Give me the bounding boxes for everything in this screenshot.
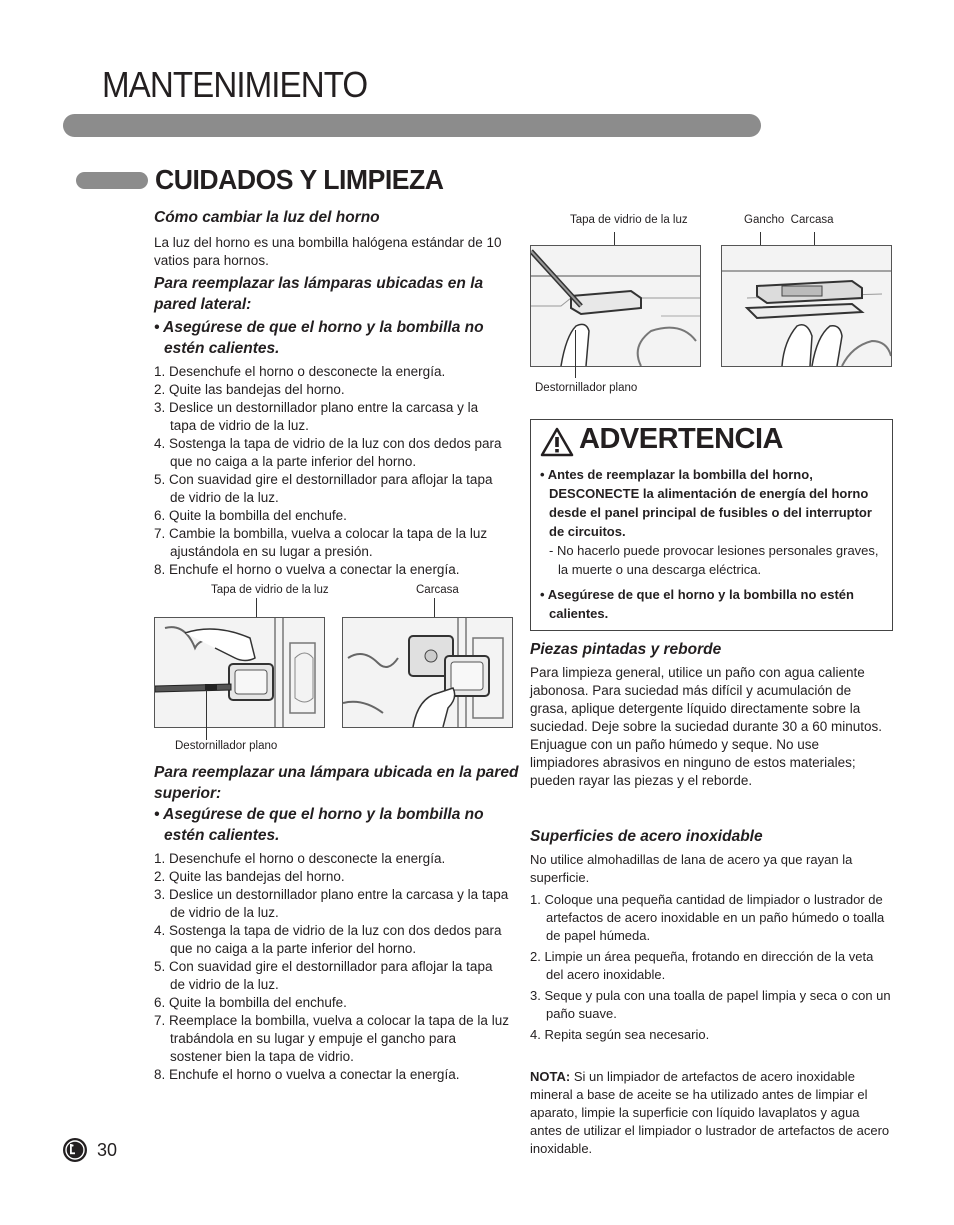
side-wall-note: • Asegúrese de que el horno y la bombilla no estén calientes. [154,319,484,357]
light-heading: Cómo cambiar la luz del horno [154,209,380,226]
list-item: 3. Seque y pula con una toalla de papel limpia y seca o con un paño suave. [530,988,891,1021]
top-wall-note: • Asegúrese de que el horno y la bombilla no estén calientes. [154,806,484,844]
top-wall-heading: Para reemplazar una lámpara ubicada en la pared superior: [154,764,519,802]
warning-list [540,465,882,623]
title-divider-bar [63,114,761,137]
list-item: • Asegúrese de que el horno y la bombilla no estén calientes. [540,587,854,621]
list-item: 2. Limpie un área pequeña, frotando en dirección de la veta del acero inoxidable. [530,949,874,982]
note-label: NOTA: [530,1069,571,1084]
steel-intro: No utilice almohadillas de lana de acero ya que rayan la superficie. [530,852,853,885]
warning-icon [540,427,574,462]
steel-heading: Superficies de acero inoxidable [530,828,763,845]
list-item: 1. Coloque una pequeña cantidad de limpiador o lustrador de artefactos de acero inoxidable en un paño húmedo o toalla de papel húmeda. [530,892,885,943]
steel-steps [530,891,892,1044]
warning-item-bold: Asegúrese de que el horno y la bombilla no estén calientes. [547,587,854,621]
fig1-label-housing: Carcasa [416,584,459,596]
warning-title: ADVERTENCIA [579,423,783,455]
page-number: 30 [97,1140,118,1160]
painted-heading: Piezas pintadas y reborde [530,641,722,658]
illustration-top-lamp-2 [721,245,892,367]
list-item: 1. Desenchufe el horno o desconecte la energía. [154,851,446,866]
lg-logo-icon [62,1137,88,1163]
list-item: 6. Quite la bombilla del enchufe. [154,995,347,1010]
list-item: 6. Quite la bombilla del enchufe. [154,508,347,523]
list-item: 4. Repita según sea necesario. [530,1027,710,1042]
list-item: 1. Desenchufe el horno o desconecte la energía. [154,364,446,379]
list-item: 2. Quite las bandejas del horno. [154,382,345,397]
warning-subitem: - No hacerlo puede provocar lesiones personales graves, la muerte o una descarga eléctrica. [549,543,879,577]
leader-line [206,690,207,740]
list-item: 7. Cambie la bombilla, vuelva a colocar la tapa de la luz ajustándola en su lugar a presión. [154,526,488,559]
section-title: CUIDADOS Y LIMPIEZA [155,164,444,195]
side-wall-steps [154,363,504,579]
fig1-label-cover: Tapa de vidrio de la luz [211,584,329,596]
warning-item-bold: Antes de reemplazar la bombilla del horno, DESCONECTE la alimentación de energía del horno desde el panel principal de fusibles o del interruptor de circuitos. [547,467,872,539]
illustration-side-lamp-2 [342,617,513,728]
list-item: 3. Deslice un destornillador plano entre la carcasa y la tapa de vidrio de la luz. [154,400,479,433]
illustration-side-lamp-1 [154,617,325,728]
list-item: • Antes de reemplazar la bombilla del horno, DESCONECTE la alimentación de energía del horno desde el panel principal de fusibles o del interruptor de circuitos. [540,467,872,539]
painted-text: Para limpieza general, utilice un paño con agua caliente jabonosa. Para suciedad más difícil y acumulación de grasa, aplique detergente líquido directamente sobre la suciedad. Deje sobre la suciedad durante 30 a 60 minutos. Enjuague con un paño húmedo y seque. No use limpiadores abrasivos en ninguno de estos materiales; pueden rayar las piezas y el reborde. [530,665,882,788]
leader-line [575,330,576,378]
warning-box [530,419,893,631]
list-item: 4. Sostenga la tapa de vidrio de la luz con dos dedos para que no caiga a la parte inferior del horno. [154,436,502,469]
fig2-label-hook-housing: Gancho Carcasa [744,214,834,226]
list-item: 4. Sostenga la tapa de vidrio de la luz con dos dedos para que no caiga a la parte inferior del horno. [154,923,502,956]
page-title: MANTENIMIENTO [102,64,368,105]
list-item: 5. Con suavidad gire el destornillador para aflojar la tapa de vidrio de la luz. [154,472,493,505]
fig1-label-screwdriver: Destornillador plano [175,740,278,752]
list-item: 8. Enchufe el horno o vuelva a conectar la energía. [154,562,460,577]
fig2-label-screwdriver: Destornillador plano [535,382,638,394]
section-marker [76,172,148,189]
light-intro: La luz del horno es una bombilla halógena estándar de 10 vatios para hornos. [154,235,502,268]
top-wall-steps [154,850,509,1084]
list-item: 5. Con suavidad gire el destornillador para aflojar la tapa de vidrio de la luz. [154,959,493,992]
fig2-label-cover: Tapa de vidrio de la luz [570,214,688,226]
list-item: 7. Reemplace la bombilla, vuelva a colocar la tapa de la luz trabándola en su lugar y empuje el gancho para sostener bien la tapa de vidrio. [154,1013,509,1064]
list-item: 3. Deslice un destornillador plano entre la carcasa y la tapa de vidrio de la luz. [154,887,509,920]
list-item: 8. Enchufe el horno o vuelva a conectar la energía. [154,1067,460,1082]
list-item: 2. Quite las bandejas del horno. [154,869,345,884]
note-paragraph [530,1068,892,1158]
illustration-top-lamp-1 [530,245,701,367]
note-text: Si un limpiador de artefactos de acero inoxidable mineral a base de aceite se ha utilizado antes de limpiar el aparato, limpie la superficie con líquido lavaplatos y agua antes de utilizar el limpiador o lustrador de artefactos de acero inoxidable. [530,1069,890,1156]
side-wall-heading: Para reemplazar las lámparas ubicadas en la pared lateral: [154,275,484,313]
